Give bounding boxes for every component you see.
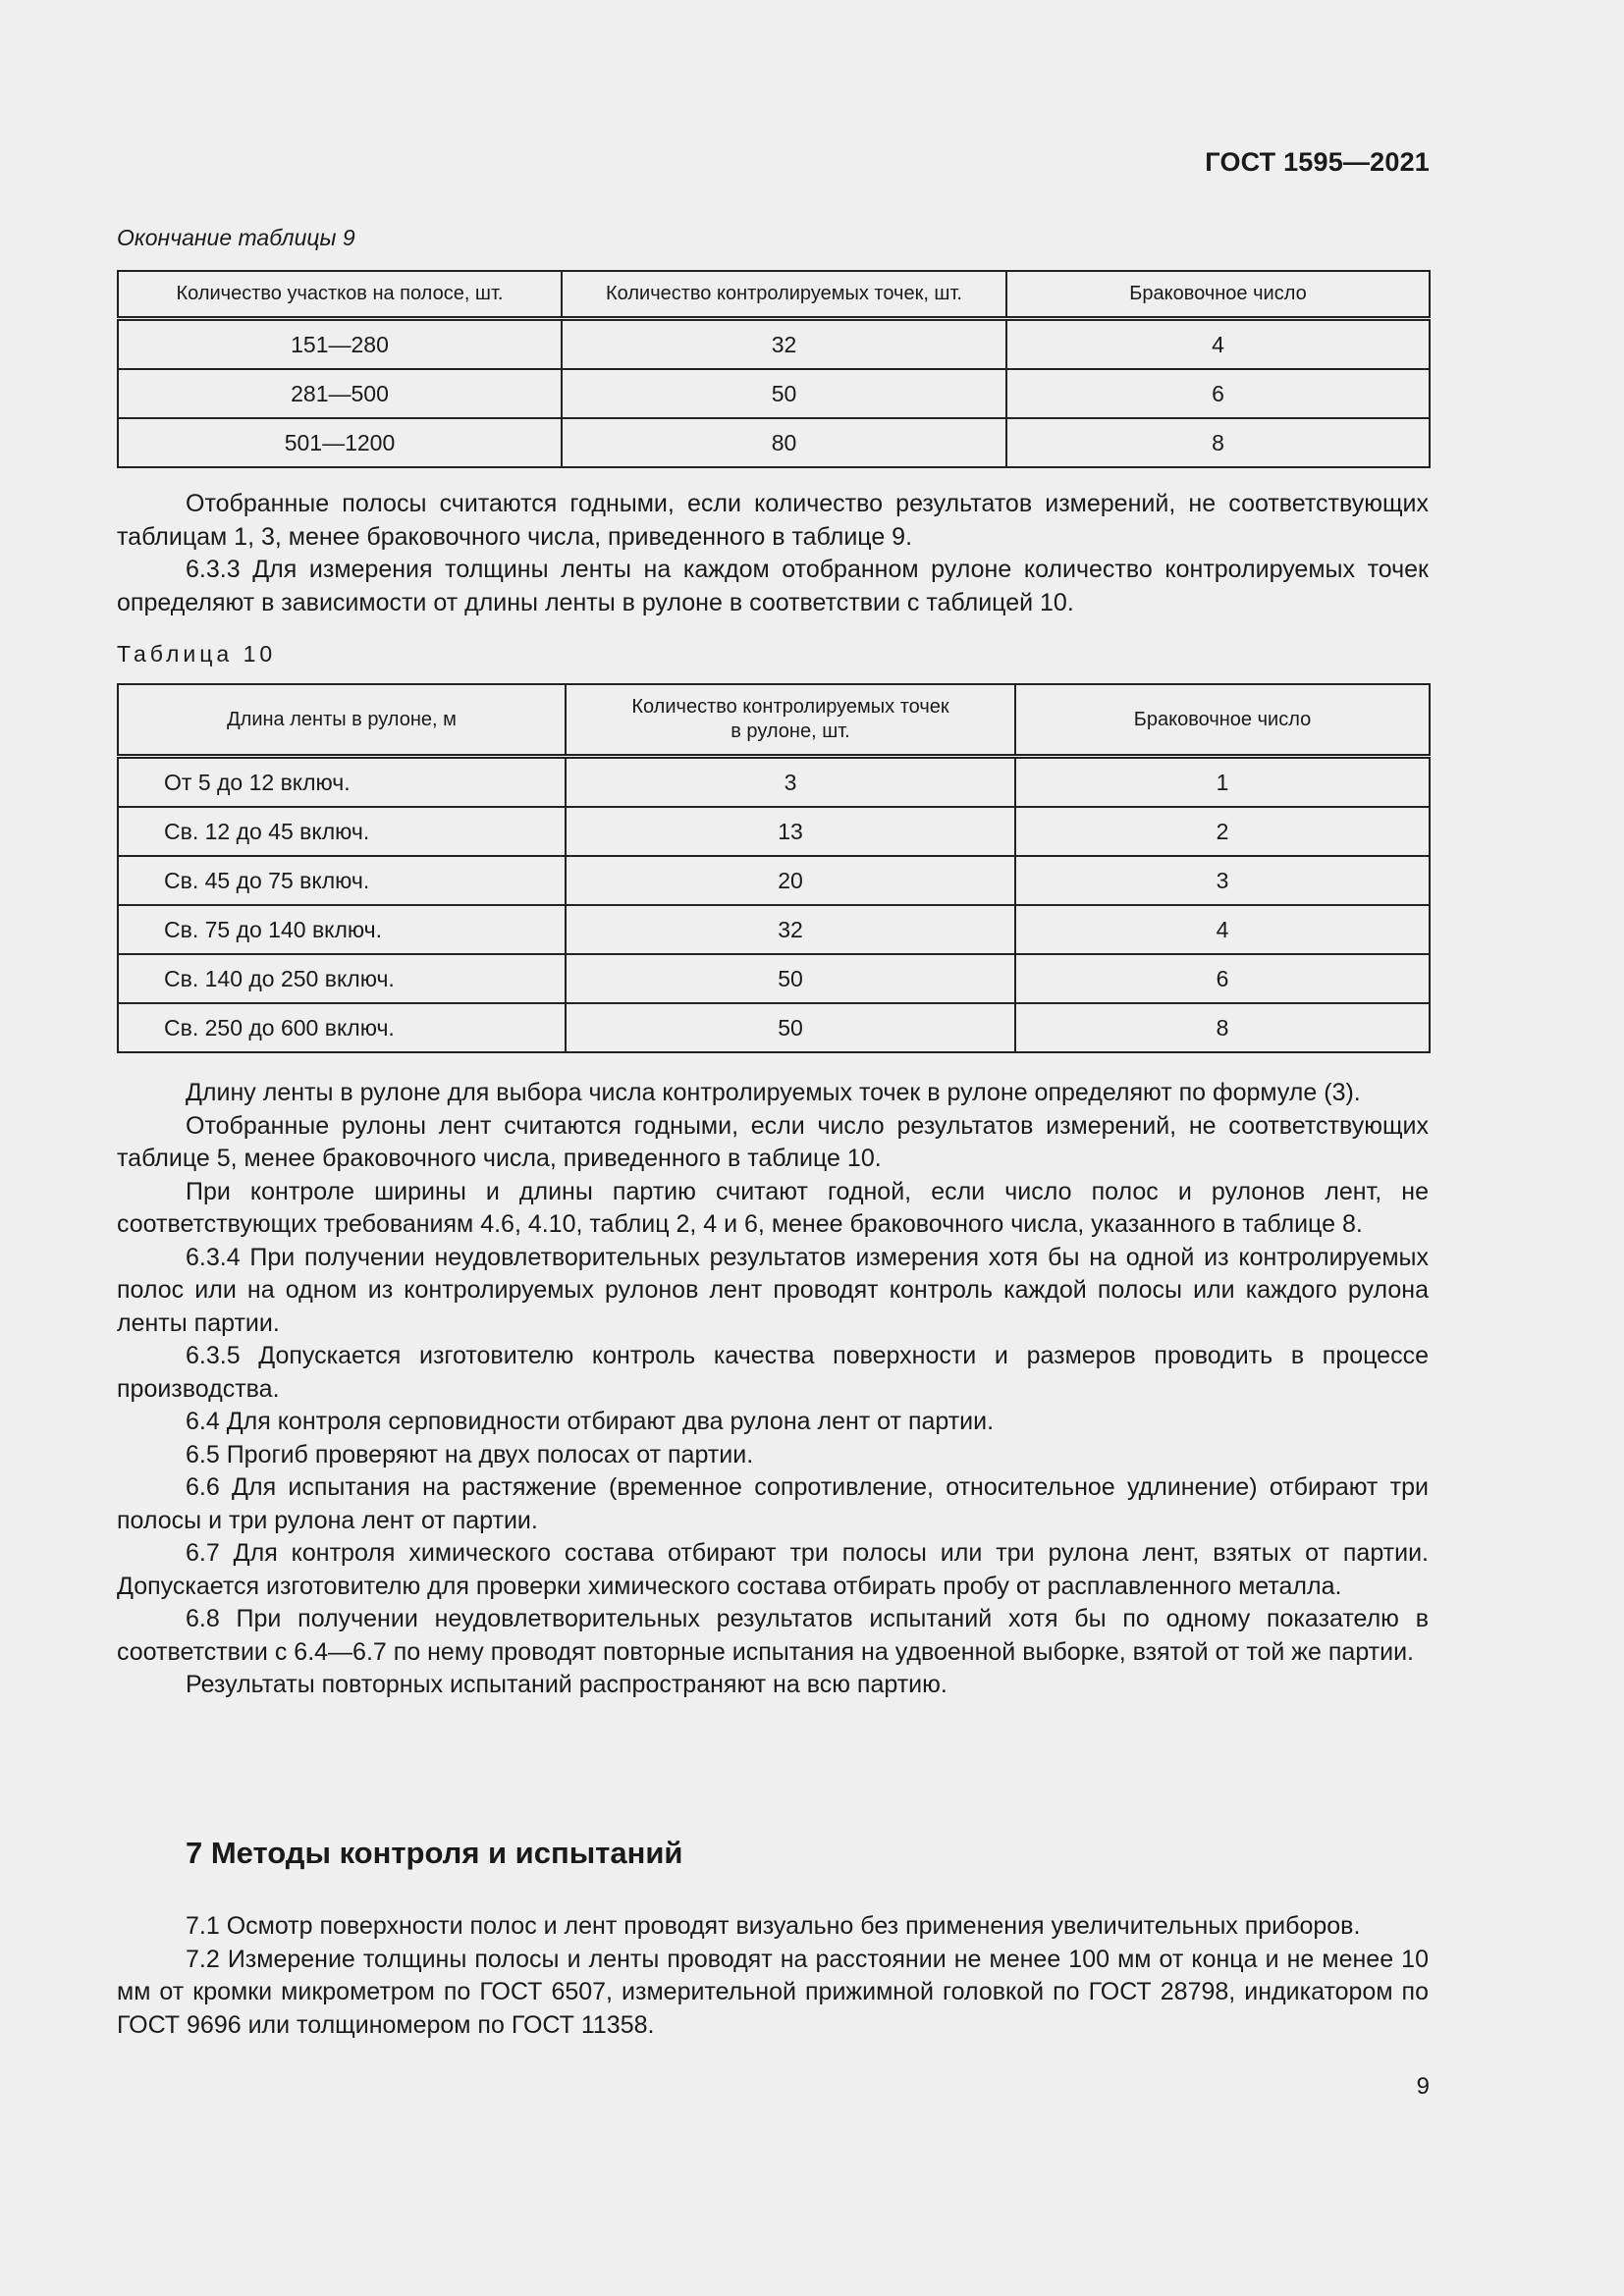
table-9 <box>117 270 1431 468</box>
table-cell: 13 <box>566 807 1015 856</box>
table-header-row <box>118 271 1430 319</box>
paragraph: 6.7 Для контроля химического состава отбирают три полосы или три рулона лент, взятых от партии. Допускается изготовителю для проверки химического состава отбирать пробу от расплавленного металла. <box>117 1539 1429 1600</box>
table-cell: 501—1200 <box>118 418 562 467</box>
table-cell: От 5 до 12 включ. <box>118 757 566 808</box>
table-cell: Св. 12 до 45 включ. <box>118 807 566 856</box>
table-row <box>118 1003 1430 1052</box>
table-cell: 6 <box>1006 369 1430 418</box>
paragraph: 6.4 Для контроля серповидности отбирают два рулона лент от партии. <box>186 1408 995 1435</box>
table-cell: Св. 75 до 140 включ. <box>118 905 566 954</box>
table-row <box>118 807 1430 856</box>
table-cell: 32 <box>562 319 1006 370</box>
table-row <box>118 418 1430 467</box>
table-10 <box>117 683 1431 1053</box>
table-cell: 3 <box>1015 856 1430 905</box>
table-row <box>118 905 1430 954</box>
body-text-block <box>117 1077 1429 1702</box>
table-row <box>118 856 1430 905</box>
table-header-cell: Браковочное число <box>1015 684 1430 757</box>
table-cell: Св. 45 до 75 включ. <box>118 856 566 905</box>
paragraph: 7.1 Осмотр поверхности полос и лент проводят визуально без применения увеличительных приборов. <box>186 1912 1361 1940</box>
table-row <box>118 369 1430 418</box>
table-cell: 20 <box>566 856 1015 905</box>
paragraph: 6.8 При получении неудовлетворительных результатов испытаний хотя бы по одному показателю в соответствии с 6.4—6.7 по нему проводят повторные испытания на удвоенной выборке, взятой от той же партии. <box>117 1605 1429 1666</box>
paragraph: 7.2 Измерение толщины полосы и ленты проводят на расстоянии не менее 100 мм от конца и не менее 10 мм от кромки микрометром по ГОСТ 6507, измерительной прижимной головкой по ГОСТ 28798, индикатором по ГОСТ 9696 или толщиномером по ГОСТ 11358. <box>117 1945 1429 2039</box>
table9-caption: Окончание таблицы 9 <box>117 225 355 250</box>
table-header-cell: Длина ленты в рулоне, м <box>118 684 566 757</box>
table-cell: 151—280 <box>118 319 562 370</box>
page-number: 9 <box>1416 2073 1430 2100</box>
paragraph: Результаты повторных испытаний распространяют на всю партию. <box>186 1671 947 1698</box>
table-row <box>118 954 1430 1003</box>
paragraph: 6.3.5 Допускается изготовителю контроль качества поверхности и размеров проводить в процессе производства. <box>117 1342 1429 1403</box>
table-header-row <box>118 684 1430 757</box>
paragraph: При контроле ширины и длины партию считают годной, если число полос и рулонов лент, не соответствующих требованиям 4.6, 4.10, таблиц 2, 4 и 6, менее браковочного числа, указанного в таблице 8. <box>117 1177 1429 1238</box>
table-cell: Св. 140 до 250 включ. <box>118 954 566 1003</box>
table-cell: 50 <box>566 1003 1015 1052</box>
table-row <box>118 757 1430 808</box>
table10-caption: Таблица 10 <box>117 641 277 667</box>
table-cell: 50 <box>562 369 1006 418</box>
table-cell: 281—500 <box>118 369 562 418</box>
paragraph: Отобранные полосы считаются годными, если количество результатов измерений, не соответствующих таблицам 1, 3, менее браковочного числа, приведенного в таблице 9. <box>117 490 1429 551</box>
document-id-header: ГОСТ 1595—2021 <box>1205 147 1430 177</box>
table-cell: 4 <box>1006 319 1430 370</box>
table-header-cell: Количество контролируемых точек, шт. <box>562 271 1006 319</box>
table-row <box>118 319 1430 370</box>
body-text-block <box>117 488 1429 619</box>
table-header-cell: Количество участков на полосе, шт. <box>118 271 562 319</box>
section-heading: 7 Методы контроля и испытаний <box>186 1836 683 1870</box>
table-cell: 4 <box>1015 905 1430 954</box>
paragraph: 6.6 Для испытания на растяжение (временное сопротивление, относительное удлинение) отбирают три полосы и три рулона лент от партии. <box>117 1473 1429 1534</box>
table-header-cell: Количество контролируемых точек в рулоне, шт. <box>566 684 1015 757</box>
paragraph: 6.3.3 Для измерения толщины ленты на каждом отобранном рулоне количество контролируемых точек определяют в зависимости от длины ленты в рулоне в соответствии с таблицей 10. <box>117 556 1429 616</box>
paragraph: 6.5 Прогиб проверяют на двух полосах от партии. <box>186 1440 754 1468</box>
table-cell: 32 <box>566 905 1015 954</box>
table-header-cell: Браковочное число <box>1006 271 1430 319</box>
body-text-block <box>117 1910 1429 2042</box>
table-cell: 50 <box>566 954 1015 1003</box>
table-cell: 3 <box>566 757 1015 808</box>
table-cell: 1 <box>1015 757 1430 808</box>
table-cell: 2 <box>1015 807 1430 856</box>
table-cell: 8 <box>1006 418 1430 467</box>
table-cell: 8 <box>1015 1003 1430 1052</box>
table-cell: 80 <box>562 418 1006 467</box>
table-cell: Св. 250 до 600 включ. <box>118 1003 566 1052</box>
paragraph: Длину ленты в рулоне для выбора числа контролируемых точек в рулоне определяют по формуле (3). <box>186 1079 1361 1106</box>
paragraph: 6.3.4 При получении неудовлетворительных результатов измерения хотя бы на одной из контролируемых полос или на одном из контролируемых рулонов лент проводят контроль каждой полосы или каждого рулона ленты партии. <box>117 1243 1429 1337</box>
paragraph: Отобранные рулоны лент считаются годными, если число результатов измерений, не соответствующих таблице 5, менее браковочного числа, приведенного в таблице 10. <box>117 1111 1429 1172</box>
table-cell: 6 <box>1015 954 1430 1003</box>
